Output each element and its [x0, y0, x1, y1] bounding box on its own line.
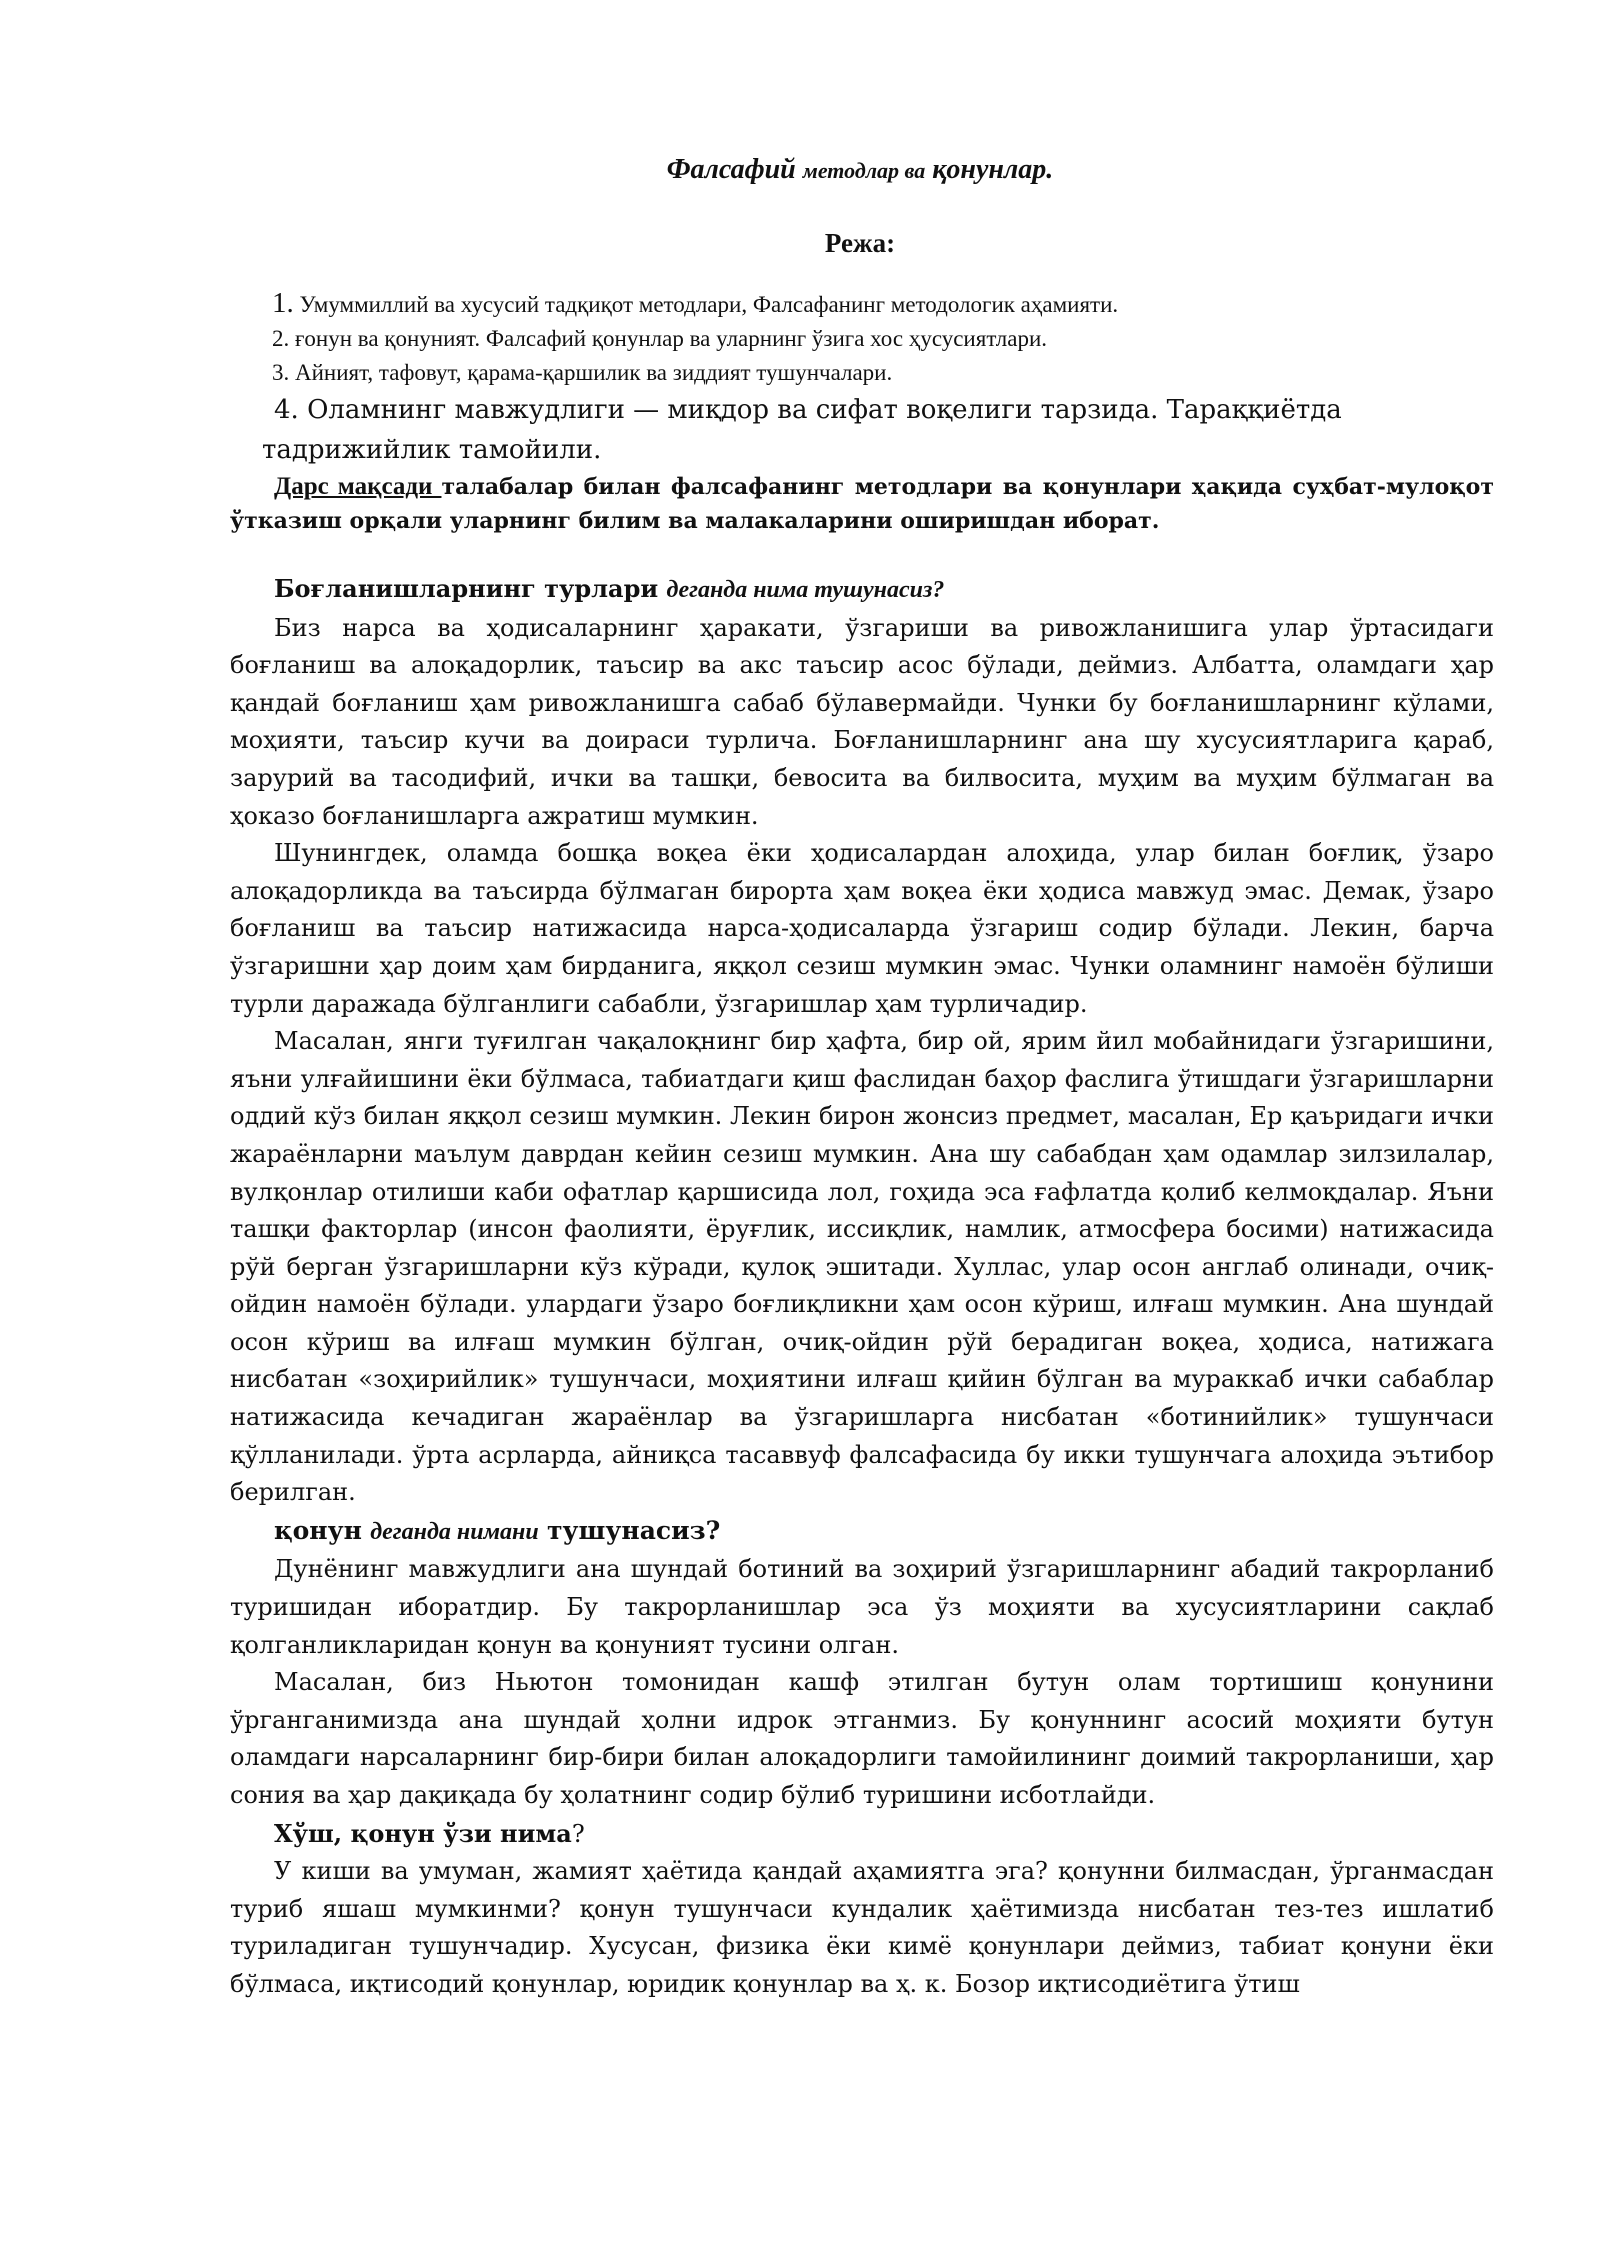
plan-item-number: 2. [272, 326, 290, 351]
plan-item [272, 322, 1372, 356]
paragraph: Масалан, биз Ньютон томонидан кашф этилган бутун олам тортишиш қонунини ўрганганимизда ана шундай ҳолни идрок этганмиз. Бу қонуннинг асосий моҳияти бутун оламдаги нарсаларнинг бир-бири билан алоқадорлиги тамойилининг доимий такрорланиши, ҳар сония ва ҳар дақиқада бу ҳолатнинг содир бўлиб туришини исботлайди. [230, 1668, 1494, 1809]
plan-item-number: 1. [272, 287, 294, 319]
paragraph: Шунингдек, оламда бошқа воқеа ёки ҳодисалардан алоҳида, улар билан боғлиқ, ўзаро алоқадорликда ва таъсирда бўлмаган бирорта ҳам воқеа ёки ҳодиса мавжуд эмас. Демак, ўзаро боғланиш ва таъсир натижасида нарса-ҳодисаларда ўзгариш содир бўлади. Лекин, барча ўзгаришни ҳар доим ҳам бирданига, яққол сезиш мумкин эмас. Чунки оламнинг намоён бўлиши турли даражада бўлганлиги сабабли, ўзгаришлар ҳам турличадир. [230, 839, 1494, 1018]
title-part-1: Фалсафий [666, 154, 796, 185]
document-title [0, 154, 1600, 186]
plan-item-text: Айният, тафовут, қарама-қаршилик ва зиддият тушунчалари. [295, 360, 893, 385]
section-heading-connections [230, 570, 1494, 610]
section-heading-part-a: қонун [274, 1515, 362, 1545]
plan-list [262, 286, 1372, 470]
section-heading-bold: Боғланишларнинг турлари [274, 574, 659, 603]
section-heading-part-b: деганда нимани [370, 1518, 539, 1545]
section-heading-text: Хўш, қонун ўзи нима [274, 1818, 572, 1848]
lesson-goal-label: Дарс мақсади [274, 473, 442, 500]
section-heading-what-is-law [230, 1815, 1494, 1854]
plan-item-text: ғонун ва қонуният. Фалсафий қонунлар ва уларнинг ўзига хос ҳусусиятлари. [295, 326, 1048, 351]
paragraph: У киши ва умуман, жамият ҳаётида қандай аҳамиятга эга? қонунни билмасдан, ўрганмасдан туриб яшаш мумкинми? қонун тушунчаси кундалик ҳаётимизда нисбатан тез-тез ишлатиб туриладиган тушунчадир. Хусусан, физика ёки кимё қонунлари деймиз, табиат қонуни ёки бўлмаса, иқтисодий қонунлар, юридик қонунлар ва ҳ. к. Бозор иқтисодиётига ўтиш [230, 1857, 1494, 1998]
lesson-goal-text: талабалар билан фалсафанинг методлари ва қонунлари ҳақида суҳбат-мулоқот ўтказиш орқали уларнинг билим ва малакаларини оширишдан иборат. [230, 474, 1494, 534]
document-body [230, 570, 1494, 2004]
plan-item [272, 356, 1372, 390]
section-heading-part-c: тушунасиз? [547, 1515, 721, 1545]
section-heading-mark: ? [571, 1819, 585, 1848]
section-heading-italic: деганда нима тушунасиз? [666, 577, 945, 603]
paragraph: Биз нарса ва ҳодисаларнинг ҳаракати, ўзгариши ва ривожланишига улар ўртасидаги боғланиш ва алоқадорлик, таъсир ва акс таъсир асос бўлади, деймиз. Албатта, оламдаги ҳар қандай боғланиш ҳам ривожланишга сабаб бўлавермайди. Чунки бу боғланишларнинг кўлами, моҳияти, таъсир кучи ва доираси турлича. Боғланишларнинг ана шу хусусиятларига қараб, зарурий ва тасодифий, ички ва ташқи, бевосита ва билвосита, муҳим ва муҳим бўлмаган ва ҳоказо боғланишларга ажратиш мумкин. [230, 613, 1494, 830]
plan-item-number: 4. [274, 395, 299, 425]
lesson-goal [230, 470, 1494, 538]
title-part-2: методлар ва [802, 158, 926, 183]
plan-item-text: Умуммиллий ва хусусий тадқиқот методлари, Фалсафанинг методологик аҳамияти. [299, 292, 1119, 317]
title-part-3: қонунлар. [932, 154, 1054, 185]
plan-item-text: Оламнинг мавжудлиги — миқдор ва сифат воқелиги тарзида. Тараққиётда [307, 395, 1342, 425]
plan-heading: Режа: [824, 228, 896, 258]
section-heading-law [230, 1512, 1494, 1552]
plan-item-number: 3. [272, 360, 290, 385]
plan-item-text-continued: тадрижийлик тамойили. [262, 435, 602, 465]
plan-item [262, 390, 1372, 470]
plan-item [272, 286, 1372, 322]
paragraph: Дунёнинг мавжудлиги ана шундай ботиний ва зоҳирий ўзгаришларнинг абадий такрорланиб туришидан иборатдир. Бу такрорланишлар эса ўз моҳияти ва хусусиятларини сақлаб қолганликларидан қонун ва қонуният тусини олган. [230, 1555, 1494, 1659]
paragraph: Масалан, янги туғилган чақалоқнинг бир ҳафта, бир ой, ярим йил мобайнидаги ўзгаришини, яъни улғайишини ёки бўлмаса, табиатдаги қиш фаслидан баҳор фаслига ўтишдаги ўзгаришларни оддий кўз билан яққол сезиш мумкин. Лекин бирон жонсиз предмет, масалан, Ер қаъридаги ички жараёнларни маълум даврдан кейин сезиш мумкин. Ана шу сабабдан ҳам одамлар зилзилалар, вулқонлар отилиши каби офатлар қаршисида лол, гоҳида эса ғафлатда қолиб келмоқдалар. Яъни ташқи факторлар (инсон фаолияти, ёруғлик, иссиқлик, намлик, атмосфера босими) натижасида рўй берган ўзгаришларни кўз кўради, қулоқ эшитади. Хуллас, улар осон англаб олинади, очиқ-ойдин намоён бўлади. улардаги ўзаро боғлиқликни ҳам осон кўриш, илғаш мумкин. Ана шундай осон кўриш ва илғаш мумкин бўлган, очиқ-ойдин рўй берадиган воқеа, ҳодиса, натижага нисбатан «зоҳирийлик» тушунчаси, моҳиятини илғаш қийин бўлган ва мураккаб ички сабаблар натижасида кечадиган жараёнлар ва ўзгаришларга нисбатан «ботинийлик» тушунчаси қўлланилади. ўрта асрларда, айниқса тасаввуф фалсафасида бу икки тушунчага алоҳида эътибор берилган. [230, 1027, 1494, 1507]
